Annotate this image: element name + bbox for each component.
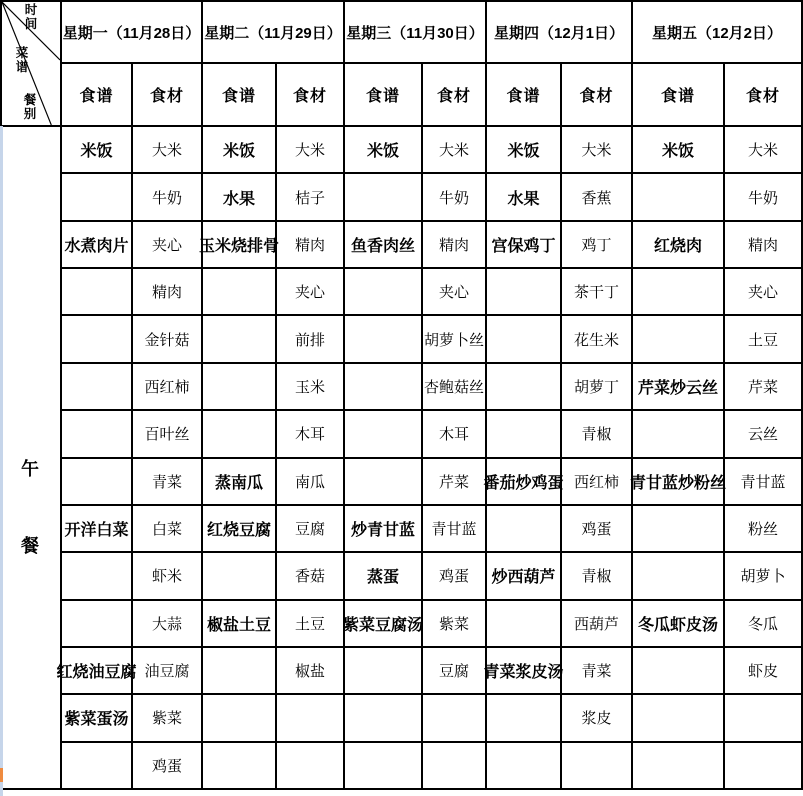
ingredient-cell: 桔子 xyxy=(277,174,345,221)
ingredient-cell: 芹菜 xyxy=(725,364,803,411)
ingredient-cell: 鸡蛋 xyxy=(562,506,633,553)
ingredient-cell: 白菜 xyxy=(133,506,203,553)
recipe-cell xyxy=(345,648,423,695)
recipe-cell xyxy=(203,269,277,316)
recipe-cell: 开洋白菜 xyxy=(62,506,133,553)
recipe-cell: 水果 xyxy=(203,174,277,221)
recipe-cell xyxy=(62,459,133,506)
ingredient-cell: 玉米 xyxy=(277,364,345,411)
day-header-friday: 星期五（12月2日） xyxy=(633,2,803,64)
recipe-cell: 椒盐土豆 xyxy=(203,601,277,648)
subheader-ingredient: 食材 xyxy=(562,64,633,127)
recipe-cell: 炒西葫芦 xyxy=(487,553,562,600)
ingredient-cell: 木耳 xyxy=(423,411,487,458)
ingredient-cell: 大米 xyxy=(725,127,803,174)
recipe-cell: 米饭 xyxy=(345,127,423,174)
recipe-cell xyxy=(345,411,423,458)
ingredient-cell: 大米 xyxy=(562,127,633,174)
ingredient-cell xyxy=(423,695,487,742)
ingredient-cell: 鸡丁 xyxy=(562,222,633,269)
recipe-cell xyxy=(203,364,277,411)
recipe-cell xyxy=(62,743,133,790)
ingredient-cell: 百叶丝 xyxy=(133,411,203,458)
ingredient-cell: 紫菜 xyxy=(133,695,203,742)
recipe-cell xyxy=(345,316,423,363)
recipe-cell: 米饭 xyxy=(203,127,277,174)
recipe-cell xyxy=(633,411,725,458)
ingredient-cell: 茶干丁 xyxy=(562,269,633,316)
recipe-cell xyxy=(487,411,562,458)
recipe-cell xyxy=(487,743,562,790)
recipe-cell xyxy=(62,411,133,458)
ingredient-cell: 油豆腐 xyxy=(133,648,203,695)
subheader-ingredient: 食材 xyxy=(133,64,203,127)
recipe-cell: 紫菜豆腐汤 xyxy=(345,601,423,648)
subheader-recipe: 食谱 xyxy=(203,64,277,127)
day-header-thursday: 星期四（12月1日） xyxy=(487,2,633,64)
ingredient-cell: 牛奶 xyxy=(423,174,487,221)
window-edge-marker xyxy=(0,768,3,782)
recipe-cell xyxy=(62,174,133,221)
recipe-cell: 番茄炒鸡蛋 xyxy=(487,459,562,506)
ingredient-cell: 青椒 xyxy=(562,553,633,600)
ingredient-cell: 青甘蓝 xyxy=(725,459,803,506)
ingredient-cell xyxy=(423,743,487,790)
recipe-cell: 青菜浆皮汤 xyxy=(487,648,562,695)
subheader-recipe: 食谱 xyxy=(62,64,133,127)
ingredient-cell: 青甘蓝 xyxy=(423,506,487,553)
recipe-cell xyxy=(487,601,562,648)
recipe-cell: 玉米烧排骨 xyxy=(203,222,277,269)
ingredient-cell: 大米 xyxy=(277,127,345,174)
ingredient-cell: 芹菜 xyxy=(423,459,487,506)
ingredient-cell: 胡萝卜丝 xyxy=(423,316,487,363)
recipe-cell xyxy=(203,648,277,695)
recipe-cell xyxy=(345,364,423,411)
recipe-cell: 红烧肉 xyxy=(633,222,725,269)
ingredient-cell: 青菜 xyxy=(133,459,203,506)
ingredient-cell: 青椒 xyxy=(562,411,633,458)
recipe-cell xyxy=(62,553,133,600)
window-edge-strip xyxy=(0,126,3,796)
ingredient-cell: 粉丝 xyxy=(725,506,803,553)
recipe-cell: 鱼香肉丝 xyxy=(345,222,423,269)
ingredient-cell: 土豆 xyxy=(725,316,803,363)
recipe-cell xyxy=(203,743,277,790)
ingredient-cell: 精肉 xyxy=(277,222,345,269)
recipe-cell: 红烧豆腐 xyxy=(203,506,277,553)
ingredient-cell: 精肉 xyxy=(725,222,803,269)
ingredient-cell: 土豆 xyxy=(277,601,345,648)
recipe-cell: 红烧油豆腐 xyxy=(62,648,133,695)
recipe-cell xyxy=(633,269,725,316)
corner-time-label: 时间 xyxy=(24,3,38,31)
ingredient-cell: 夹心 xyxy=(277,269,345,316)
recipe-cell xyxy=(345,743,423,790)
day-header-monday: 星期一（11月28日） xyxy=(62,2,203,64)
ingredient-cell: 金针菇 xyxy=(133,316,203,363)
ingredient-cell: 南瓜 xyxy=(277,459,345,506)
ingredient-cell: 杏鲍菇丝 xyxy=(423,364,487,411)
recipe-cell xyxy=(487,695,562,742)
corner-menu-label: 菜谱 xyxy=(15,46,29,74)
recipe-cell xyxy=(633,695,725,742)
recipe-cell: 芹菜炒云丝 xyxy=(633,364,725,411)
recipe-cell: 冬瓜虾皮汤 xyxy=(633,601,725,648)
subheader-recipe: 食谱 xyxy=(633,64,725,127)
recipe-cell xyxy=(203,553,277,600)
ingredient-cell: 虾米 xyxy=(133,553,203,600)
ingredient-cell xyxy=(725,695,803,742)
ingredient-cell xyxy=(562,743,633,790)
recipe-cell xyxy=(487,506,562,553)
recipe-cell xyxy=(345,695,423,742)
ingredient-cell: 胡萝丁 xyxy=(562,364,633,411)
recipe-cell xyxy=(633,553,725,600)
recipe-cell: 水果 xyxy=(487,174,562,221)
recipe-cell xyxy=(62,364,133,411)
recipe-cell: 青甘蓝炒粉丝 xyxy=(633,459,725,506)
recipe-cell xyxy=(633,174,725,221)
recipe-cell xyxy=(633,316,725,363)
ingredient-cell: 花生米 xyxy=(562,316,633,363)
recipe-cell xyxy=(633,506,725,553)
recipe-cell xyxy=(633,743,725,790)
recipe-cell: 蒸南瓜 xyxy=(203,459,277,506)
ingredient-cell: 木耳 xyxy=(277,411,345,458)
ingredient-cell: 虾皮 xyxy=(725,648,803,695)
recipe-cell: 紫菜蛋汤 xyxy=(62,695,133,742)
day-header-tuesday: 星期二（11月29日） xyxy=(203,2,345,64)
recipe-cell: 蒸蛋 xyxy=(345,553,423,600)
corner-cell xyxy=(0,2,62,127)
ingredient-cell: 牛奶 xyxy=(725,174,803,221)
ingredient-cell: 西葫芦 xyxy=(562,601,633,648)
recipe-cell: 米饭 xyxy=(487,127,562,174)
subheader-recipe: 食谱 xyxy=(487,64,562,127)
meal-type-label: 午餐 xyxy=(21,458,39,556)
recipe-cell: 水煮肉片 xyxy=(62,222,133,269)
ingredient-cell: 冬瓜 xyxy=(725,601,803,648)
ingredient-cell: 精肉 xyxy=(133,269,203,316)
ingredient-cell: 鸡蛋 xyxy=(133,743,203,790)
ingredient-cell: 豆腐 xyxy=(277,506,345,553)
ingredient-cell: 夹心 xyxy=(133,222,203,269)
recipe-cell xyxy=(203,411,277,458)
recipe-cell xyxy=(633,648,725,695)
ingredient-cell: 鸡蛋 xyxy=(423,553,487,600)
ingredient-cell: 精肉 xyxy=(423,222,487,269)
ingredient-cell xyxy=(277,743,345,790)
recipe-cell xyxy=(203,316,277,363)
ingredient-cell: 西红柿 xyxy=(133,364,203,411)
ingredient-cell: 前排 xyxy=(277,316,345,363)
recipe-cell xyxy=(62,601,133,648)
recipe-cell: 宫保鸡丁 xyxy=(487,222,562,269)
subheader-ingredient: 食材 xyxy=(725,64,803,127)
day-header-wednesday: 星期三（11月30日） xyxy=(345,2,487,64)
ingredient-cell: 夹心 xyxy=(725,269,803,316)
ingredient-cell: 牛奶 xyxy=(133,174,203,221)
ingredient-cell: 紫菜 xyxy=(423,601,487,648)
corner-meal-label: 餐别 xyxy=(23,93,37,121)
ingredient-cell: 大米 xyxy=(423,127,487,174)
recipe-cell xyxy=(487,316,562,363)
ingredient-cell: 大蒜 xyxy=(133,601,203,648)
recipe-cell xyxy=(487,364,562,411)
recipe-cell xyxy=(62,316,133,363)
ingredient-cell: 椒盐 xyxy=(277,648,345,695)
ingredient-cell: 夹心 xyxy=(423,269,487,316)
recipe-cell xyxy=(203,695,277,742)
ingredient-cell: 西红柿 xyxy=(562,459,633,506)
recipe-cell xyxy=(487,269,562,316)
ingredient-cell: 青菜 xyxy=(562,648,633,695)
ingredient-cell: 胡萝卜 xyxy=(725,553,803,600)
subheader-ingredient: 食材 xyxy=(277,64,345,127)
subheader-ingredient: 食材 xyxy=(423,64,487,127)
ingredient-cell: 香蕉 xyxy=(562,174,633,221)
ingredient-cell: 大米 xyxy=(133,127,203,174)
recipe-cell xyxy=(345,459,423,506)
recipe-cell: 米饭 xyxy=(633,127,725,174)
ingredient-cell: 豆腐 xyxy=(423,648,487,695)
ingredient-cell: 浆皮 xyxy=(562,695,633,742)
recipe-cell xyxy=(345,174,423,221)
ingredient-cell xyxy=(277,695,345,742)
subheader-recipe: 食谱 xyxy=(345,64,423,127)
recipe-cell xyxy=(345,269,423,316)
recipe-cell xyxy=(62,269,133,316)
ingredient-cell: 云丝 xyxy=(725,411,803,458)
recipe-cell: 米饭 xyxy=(62,127,133,174)
recipe-cell: 炒青甘蓝 xyxy=(345,506,423,553)
meal-type-cell xyxy=(0,127,62,790)
ingredient-cell xyxy=(725,743,803,790)
ingredient-cell: 香菇 xyxy=(277,553,345,600)
